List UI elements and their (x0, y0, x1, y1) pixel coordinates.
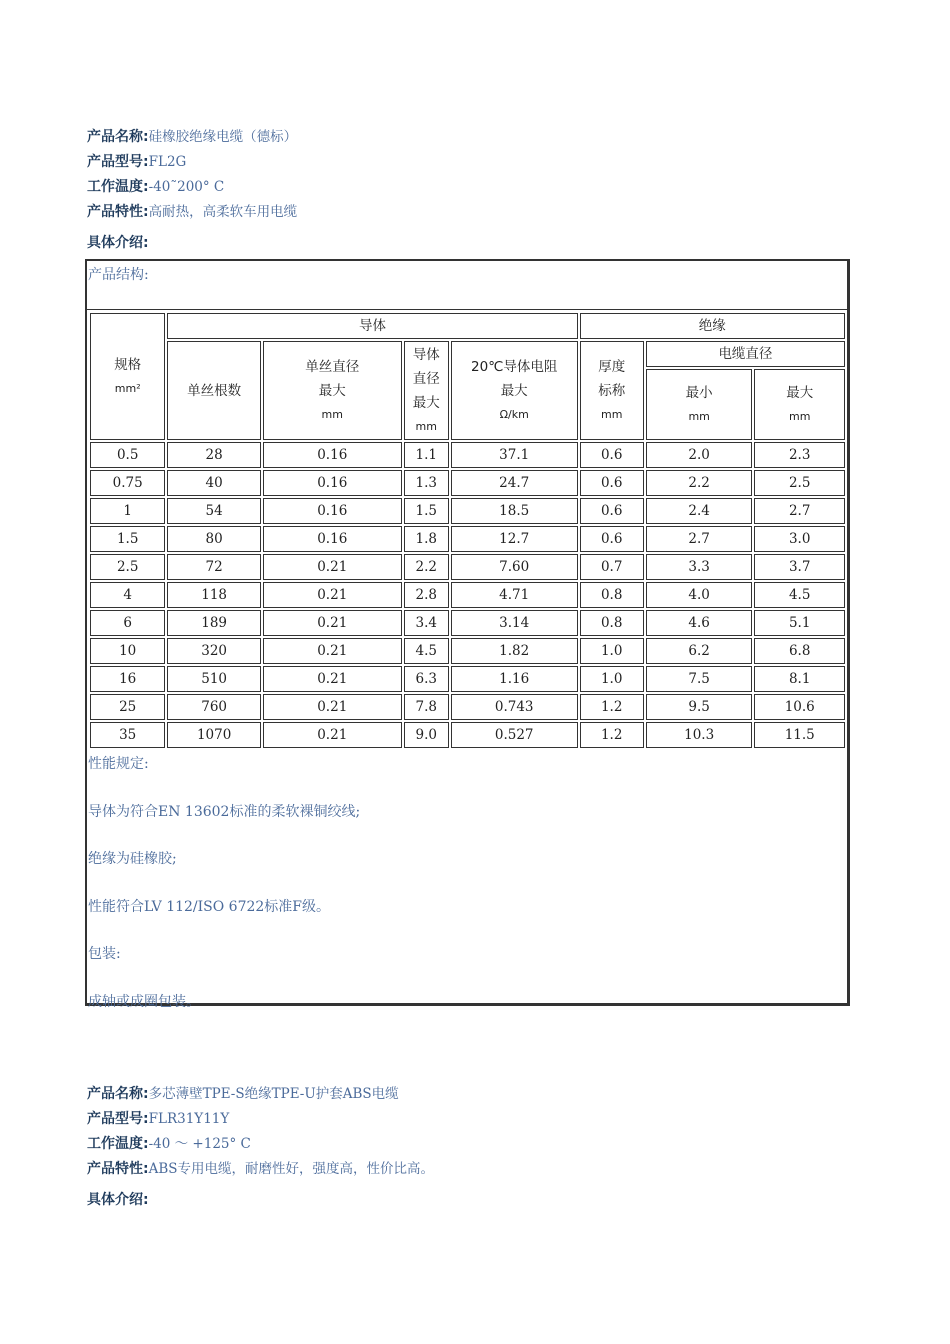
table-cell: 1.5 (90, 526, 165, 552)
table-cell: 54 (167, 498, 261, 524)
work-temp-label: 工作温度: (87, 179, 149, 195)
table-cell: 2.8 (404, 582, 449, 608)
table-cell: 6.8 (754, 638, 845, 664)
table-cell: 6 (90, 610, 165, 636)
table-cell: 2.2 (646, 470, 753, 496)
conductor-note: 导体为符合EN 13602标准的柔软裸铜绞线; (88, 803, 361, 820)
packaging-note: 成轴或成圈包装。 (88, 993, 200, 1010)
product-name-line (87, 125, 297, 150)
conductor-diameter-header-1: 导体 (412, 346, 440, 363)
table-cell: 2.3 (754, 442, 845, 468)
table-cell: 6.3 (404, 666, 449, 692)
table-cell: 1070 (167, 722, 261, 748)
table-cell: 0.527 (451, 722, 578, 748)
table-cell: 2.7 (646, 526, 753, 552)
table-row (90, 498, 845, 524)
table-cell: 0.16 (263, 442, 402, 468)
thickness-unit: mm (600, 407, 623, 421)
product-model-line (87, 150, 297, 175)
table-cell: 25 (90, 694, 165, 720)
intro-line (87, 1188, 434, 1213)
table-row (90, 526, 845, 552)
product-model-line (87, 1107, 434, 1132)
table-row (90, 694, 845, 720)
table-cell: 10 (90, 638, 165, 664)
insulation-note: 绝缘为硅橡胶; (88, 851, 177, 867)
table-cell: 510 (167, 666, 261, 692)
table-cell: 10.3 (646, 722, 753, 748)
product-model-label: 产品型号: (87, 1111, 149, 1127)
performance-notes (87, 750, 847, 1035)
work-temp-label: 工作温度: (87, 1136, 149, 1152)
max-unit: mm (789, 409, 811, 423)
wire-diameter-max: 最大 (318, 382, 346, 399)
table-cell: 0.16 (263, 526, 402, 552)
product-feature-label: 产品特性: (87, 1161, 149, 1177)
table-cell: 37.1 (451, 442, 578, 468)
table-cell: 3.3 (646, 554, 753, 580)
table-cell: 0.7 (580, 554, 644, 580)
table-row (90, 554, 845, 580)
table-cell: 0.6 (580, 498, 644, 524)
table-cell: 35 (90, 722, 165, 748)
structure-label: 产品结构: (87, 261, 847, 310)
table-cell: 118 (167, 582, 261, 608)
spec-table-body (90, 442, 845, 748)
table-cell: 760 (167, 694, 261, 720)
resistance-max: 最大 (500, 382, 528, 399)
product-name-label: 产品名称: (87, 129, 149, 145)
intro-label: 具体介绍: (87, 235, 149, 251)
conductor-diameter-header-2: 直径 (412, 370, 440, 387)
table-cell: 40 (167, 470, 261, 496)
table-cell: 1.16 (451, 666, 578, 692)
table-cell: 4.5 (754, 582, 845, 608)
table-row (90, 722, 845, 748)
product-model-label: 产品型号: (87, 154, 149, 170)
spec-table (88, 311, 847, 750)
product1-info (87, 125, 297, 256)
resistance-unit: Ω/km (499, 407, 529, 421)
table-cell: 3.4 (404, 610, 449, 636)
table-cell: 0.21 (263, 554, 402, 580)
spec-header-cell (90, 313, 165, 440)
work-temp-value: -40˜200° C (148, 179, 225, 195)
table-cell: 2.5 (754, 470, 845, 496)
wire-diameter-header-cell (263, 341, 402, 440)
table-cell: 0.5 (90, 442, 165, 468)
table-cell: 16 (90, 666, 165, 692)
min-unit: mm (688, 409, 710, 423)
cable-diameter-header: 电缆直径 (646, 341, 845, 367)
product2-info (87, 1082, 434, 1213)
performance-spec-heading: 性能规定: (88, 756, 149, 772)
table-cell: 0.8 (580, 582, 644, 608)
table-cell: 4.0 (646, 582, 753, 608)
table-cell: 2.7 (754, 498, 845, 524)
min-header: 最小 (685, 384, 713, 401)
conductor-header: 导体 (167, 313, 577, 339)
product-model-value: FL2G (148, 154, 187, 170)
min-header-cell (646, 369, 753, 440)
wire-diameter-unit: mm (321, 407, 343, 421)
table-cell: 18.5 (451, 498, 578, 524)
product-name-line (87, 1082, 434, 1107)
table-cell: 24.7 (451, 470, 578, 496)
table-cell: 1.1 (404, 442, 449, 468)
table-cell: 6.2 (646, 638, 753, 664)
table-cell: 0.6 (580, 442, 644, 468)
table-cell: 0.21 (263, 666, 402, 692)
table-cell: 1.2 (580, 722, 644, 748)
table-cell: 4 (90, 582, 165, 608)
table-cell: 4.6 (646, 610, 753, 636)
table-cell: 28 (167, 442, 261, 468)
table-cell: 3.7 (754, 554, 845, 580)
work-temp-line (87, 1132, 434, 1157)
table-cell: 11.5 (754, 722, 845, 748)
table-cell: 9.5 (646, 694, 753, 720)
table-cell: 0.743 (451, 694, 578, 720)
product-feature-line (87, 200, 297, 225)
table-cell: 1 (90, 498, 165, 524)
spec-unit: mm² (114, 381, 141, 395)
table-row (90, 442, 845, 468)
table-cell: 189 (167, 610, 261, 636)
table-cell: 0.16 (263, 498, 402, 524)
table-cell: 7.8 (404, 694, 449, 720)
table-cell: 2.2 (404, 554, 449, 580)
table-cell: 0.16 (263, 470, 402, 496)
max-header-cell (754, 369, 845, 440)
product-name-value: 多芯薄壁TPE-S绝缘TPE-U护套ABS电缆 (148, 1086, 399, 1102)
table-cell: 72 (167, 554, 261, 580)
wire-diameter-header: 单丝直径 (305, 358, 360, 375)
product-detail-box (85, 259, 850, 1010)
strands-header: 单丝根数 (167, 341, 261, 440)
table-cell: 7.5 (646, 666, 753, 692)
table-cell: 320 (167, 638, 261, 664)
thickness-header-cell (580, 341, 644, 440)
table-cell: 1.82 (451, 638, 578, 664)
table-cell: 1.5 (404, 498, 449, 524)
table-row (90, 582, 845, 608)
intro-line (87, 231, 297, 256)
table-cell: 1.0 (580, 666, 644, 692)
table-cell: 1.2 (580, 694, 644, 720)
table-cell: 9.0 (404, 722, 449, 748)
table-cell: 3.0 (754, 526, 845, 552)
thickness-nominal: 标称 (598, 382, 626, 399)
table-cell: 7.60 (451, 554, 578, 580)
table-cell: 0.6 (580, 526, 644, 552)
table-cell: 4.71 (451, 582, 578, 608)
table-cell: 1.3 (404, 470, 449, 496)
table-cell: 4.5 (404, 638, 449, 664)
table-cell: 5.1 (754, 610, 845, 636)
table-cell: 2.5 (90, 554, 165, 580)
spec-header: 规格 (114, 356, 142, 373)
thickness-header: 厚度 (598, 358, 626, 375)
table-row (90, 666, 845, 692)
table-cell: 1.0 (580, 638, 644, 664)
work-temp-value: -40 ～ +125° C (148, 1136, 251, 1152)
product-model-value: FLR31Y11Y (148, 1111, 230, 1127)
resistance-header: 20℃导体电阻 (471, 358, 558, 375)
table-cell: 0.21 (263, 638, 402, 664)
product-feature-value: ABS专用电缆，耐磨性好，强度高，性价比高。 (148, 1161, 435, 1177)
table-cell: 2.4 (646, 498, 753, 524)
table-cell: 0.21 (263, 722, 402, 748)
product-feature-value: 高耐热，高柔软车用电缆 (148, 204, 298, 220)
product-name-value: 硅橡胶绝缘电缆（德标） (148, 129, 298, 145)
table-cell: 0.6 (580, 470, 644, 496)
table-cell: 0.21 (263, 694, 402, 720)
conductor-diameter-unit: mm (415, 419, 437, 433)
table-cell: 8.1 (754, 666, 845, 692)
intro-label: 具体介绍: (87, 1192, 149, 1208)
conductor-diameter-header-cell (404, 341, 449, 440)
standard-note: 性能符合LV 112/ISO 6722标准F级。 (88, 898, 331, 915)
table-cell: 0.8 (580, 610, 644, 636)
table-cell: 3.14 (451, 610, 578, 636)
product-feature-label: 产品特性: (87, 204, 149, 220)
insulation-header: 绝缘 (580, 313, 845, 339)
max-header: 最大 (786, 384, 814, 401)
resistance-header-cell (451, 341, 578, 440)
conductor-diameter-max: 最大 (412, 394, 440, 411)
product-name-label: 产品名称: (87, 1086, 149, 1102)
table-cell: 1.8 (404, 526, 449, 552)
table-row (90, 610, 845, 636)
packaging-heading: 包装: (88, 946, 121, 962)
table-cell: 2.0 (646, 442, 753, 468)
table-cell: 80 (167, 526, 261, 552)
table-cell: 0.75 (90, 470, 165, 496)
table-cell: 10.6 (754, 694, 845, 720)
table-cell: 0.21 (263, 610, 402, 636)
table-cell: 12.7 (451, 526, 578, 552)
product-feature-line (87, 1157, 434, 1182)
table-row (90, 638, 845, 664)
table-row (90, 470, 845, 496)
table-cell: 0.21 (263, 582, 402, 608)
work-temp-line (87, 175, 297, 200)
